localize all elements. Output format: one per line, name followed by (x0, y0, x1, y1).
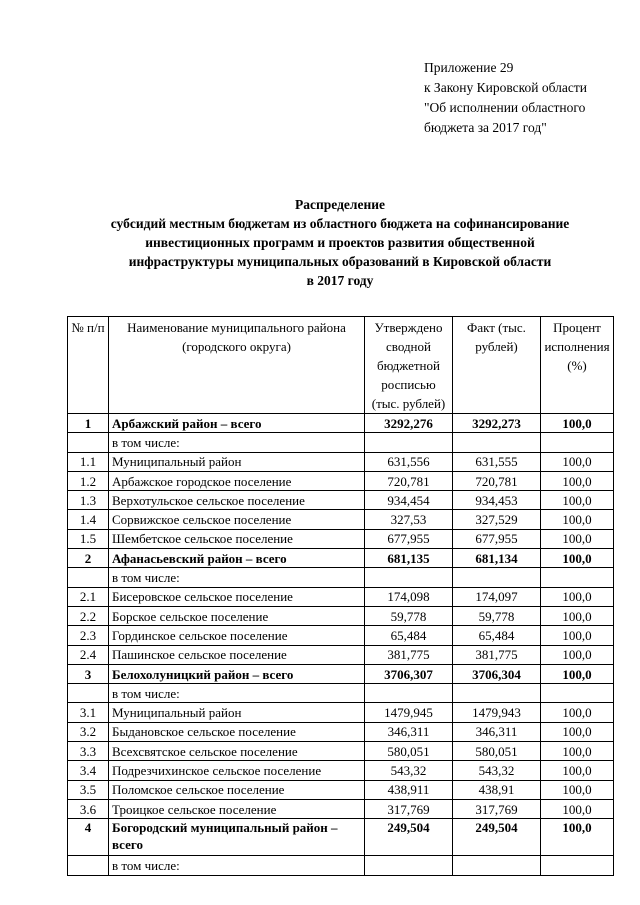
title-line-3: инвестиционных программ и проектов развития общественной (145, 235, 535, 250)
cell-approved: 934,454 (365, 491, 453, 510)
cell-actual: 3706,304 (453, 664, 541, 683)
cell-approved: 317,769 (365, 799, 453, 818)
appendix-note (424, 58, 587, 138)
cell-percent (541, 856, 614, 875)
table-row (68, 529, 614, 548)
cell-name: Богородский муниципальный район – всего (109, 819, 365, 856)
cell-name: Шембетское сельское поселение (109, 529, 365, 548)
cell-name: Муниципальный район (109, 452, 365, 471)
title-line-5: в 2017 году (306, 273, 374, 288)
table-row (68, 626, 614, 645)
table-header-row (68, 317, 614, 414)
cell-approved: 249,504 (365, 819, 453, 856)
cell-name: Муниципальный район (109, 703, 365, 722)
table-row (68, 761, 614, 780)
cell-name: Сорвижское сельское поселение (109, 510, 365, 529)
header-approved: Утверждено сводной бюджетной росписью (тыс. рублей) (365, 317, 453, 414)
title-line-4: инфраструктуры муниципальных образований в Кировской области (128, 254, 552, 269)
cell-name: Борское сельское поселение (109, 606, 365, 625)
table-row (68, 684, 614, 703)
cell-num: 3.6 (68, 799, 109, 818)
table-row (68, 433, 614, 452)
cell-approved: 631,556 (365, 452, 453, 471)
cell-percent: 100,0 (541, 452, 614, 471)
cell-num: 1.5 (68, 529, 109, 548)
table-row (68, 664, 614, 683)
cell-approved (365, 568, 453, 587)
cell-approved: 174,098 (365, 587, 453, 606)
cell-name: Всехсвятское сельское поселение (109, 742, 365, 761)
cell-actual: 438,91 (453, 780, 541, 799)
table-row (68, 742, 614, 761)
cell-percent: 100,0 (541, 414, 614, 433)
cell-num: 3.5 (68, 780, 109, 799)
table-row (68, 856, 614, 875)
cell-actual: 543,32 (453, 761, 541, 780)
cell-actual: 327,529 (453, 510, 541, 529)
cell-num: 1.3 (68, 491, 109, 510)
cell-num: 2.4 (68, 645, 109, 664)
header-num: № п/п (68, 317, 109, 414)
cell-name: Арбажское городское поселение (109, 471, 365, 490)
cell-num: 4 (68, 819, 109, 856)
cell-num: 3.3 (68, 742, 109, 761)
table-row (68, 471, 614, 490)
appendix-line-3: "Об исполнении областного (424, 100, 586, 115)
cell-actual: 677,955 (453, 529, 541, 548)
cell-percent: 100,0 (541, 587, 614, 606)
table-row (68, 549, 614, 568)
table-row (68, 780, 614, 799)
cell-num: 3 (68, 664, 109, 683)
cell-approved (365, 856, 453, 875)
cell-percent: 100,0 (541, 761, 614, 780)
header-name: Наименование муниципального района (городского округа) (109, 317, 365, 414)
cell-percent: 100,0 (541, 529, 614, 548)
table-row (68, 703, 614, 722)
cell-actual: 174,097 (453, 587, 541, 606)
cell-actual: 381,775 (453, 645, 541, 664)
cell-approved: 327,53 (365, 510, 453, 529)
cell-approved: 543,32 (365, 761, 453, 780)
table-row (68, 645, 614, 664)
cell-percent (541, 684, 614, 703)
cell-name: Пашинское сельское поселение (109, 645, 365, 664)
cell-percent (541, 433, 614, 452)
cell-percent: 100,0 (541, 549, 614, 568)
cell-percent: 100,0 (541, 645, 614, 664)
cell-num: 3.4 (68, 761, 109, 780)
table-body (68, 414, 614, 876)
cell-name: в том числе: (109, 684, 365, 703)
cell-approved: 681,135 (365, 549, 453, 568)
table-row (68, 568, 614, 587)
cell-actual: 59,778 (453, 606, 541, 625)
cell-actual (453, 568, 541, 587)
table-row (68, 819, 614, 856)
cell-approved: 65,484 (365, 626, 453, 645)
cell-num: 3.1 (68, 703, 109, 722)
appendix-line-1: Приложение 29 (424, 60, 514, 75)
header-actual: Факт (тыс. рублей) (453, 317, 541, 414)
cell-num: 2.1 (68, 587, 109, 606)
document-title (40, 195, 640, 290)
cell-approved: 438,911 (365, 780, 453, 799)
cell-actual: 3292,273 (453, 414, 541, 433)
cell-approved (365, 433, 453, 452)
subsidy-table (67, 316, 614, 876)
cell-num: 1.1 (68, 452, 109, 471)
cell-name: в том числе: (109, 568, 365, 587)
cell-name: Бисеровское сельское поселение (109, 587, 365, 606)
title-line-1: Распределение (294, 197, 386, 212)
cell-actual (453, 433, 541, 452)
appendix-line-4: бюджета за 2017 год" (424, 120, 547, 135)
cell-percent (541, 568, 614, 587)
title-line-2: субсидий местным бюджетам из областного бюджета на софинансирование (110, 216, 570, 231)
cell-percent: 100,0 (541, 799, 614, 818)
cell-name: Поломское сельское поселение (109, 780, 365, 799)
table-row (68, 414, 614, 433)
cell-num: 1.4 (68, 510, 109, 529)
cell-actual: 580,051 (453, 742, 541, 761)
cell-num: 2 (68, 549, 109, 568)
cell-percent: 100,0 (541, 780, 614, 799)
table-row (68, 606, 614, 625)
header-percent: Процент исполнения (%) (541, 317, 614, 414)
cell-actual: 934,453 (453, 491, 541, 510)
cell-name: Верхотульское сельское поселение (109, 491, 365, 510)
cell-actual: 346,311 (453, 722, 541, 741)
cell-name: Афанасьевский район – всего (109, 549, 365, 568)
cell-approved: 677,955 (365, 529, 453, 548)
cell-actual: 720,781 (453, 471, 541, 490)
cell-percent: 100,0 (541, 742, 614, 761)
cell-actual: 65,484 (453, 626, 541, 645)
table-row (68, 510, 614, 529)
cell-name: Подрезчихинское сельское поселение (109, 761, 365, 780)
cell-approved: 3706,307 (365, 664, 453, 683)
cell-percent: 100,0 (541, 722, 614, 741)
cell-percent: 100,0 (541, 471, 614, 490)
cell-approved: 59,778 (365, 606, 453, 625)
table-row (68, 491, 614, 510)
cell-num (68, 684, 109, 703)
cell-name: Гординское сельское поселение (109, 626, 365, 645)
cell-percent: 100,0 (541, 819, 614, 856)
appendix-line-2: к Закону Кировской области (424, 80, 588, 95)
table-row (68, 452, 614, 471)
cell-num (68, 856, 109, 875)
cell-approved: 580,051 (365, 742, 453, 761)
table-row (68, 722, 614, 741)
cell-percent: 100,0 (541, 491, 614, 510)
cell-actual: 631,555 (453, 452, 541, 471)
cell-percent: 100,0 (541, 703, 614, 722)
table-row (68, 587, 614, 606)
cell-name: в том числе: (109, 856, 365, 875)
cell-approved: 346,311 (365, 722, 453, 741)
cell-num: 3.2 (68, 722, 109, 741)
cell-percent: 100,0 (541, 664, 614, 683)
cell-num: 2.3 (68, 626, 109, 645)
cell-percent: 100,0 (541, 510, 614, 529)
cell-approved: 381,775 (365, 645, 453, 664)
cell-actual: 1479,943 (453, 703, 541, 722)
cell-num (68, 568, 109, 587)
cell-name: Белохолуницкий район – всего (109, 664, 365, 683)
cell-name: Троицкое сельское поселение (109, 799, 365, 818)
cell-num: 1.2 (68, 471, 109, 490)
cell-percent: 100,0 (541, 626, 614, 645)
table-row (68, 799, 614, 818)
cell-actual: 249,504 (453, 819, 541, 856)
cell-approved: 3292,276 (365, 414, 453, 433)
cell-name: Арбажский район – всего (109, 414, 365, 433)
cell-percent: 100,0 (541, 606, 614, 625)
cell-num (68, 433, 109, 452)
cell-actual (453, 856, 541, 875)
cell-num: 2.2 (68, 606, 109, 625)
cell-name: в том числе: (109, 433, 365, 452)
cell-actual: 681,134 (453, 549, 541, 568)
cell-actual: 317,769 (453, 799, 541, 818)
cell-num: 1 (68, 414, 109, 433)
cell-approved: 1479,945 (365, 703, 453, 722)
cell-approved: 720,781 (365, 471, 453, 490)
cell-name: Быдановское сельское поселение (109, 722, 365, 741)
cell-approved (365, 684, 453, 703)
cell-actual (453, 684, 541, 703)
